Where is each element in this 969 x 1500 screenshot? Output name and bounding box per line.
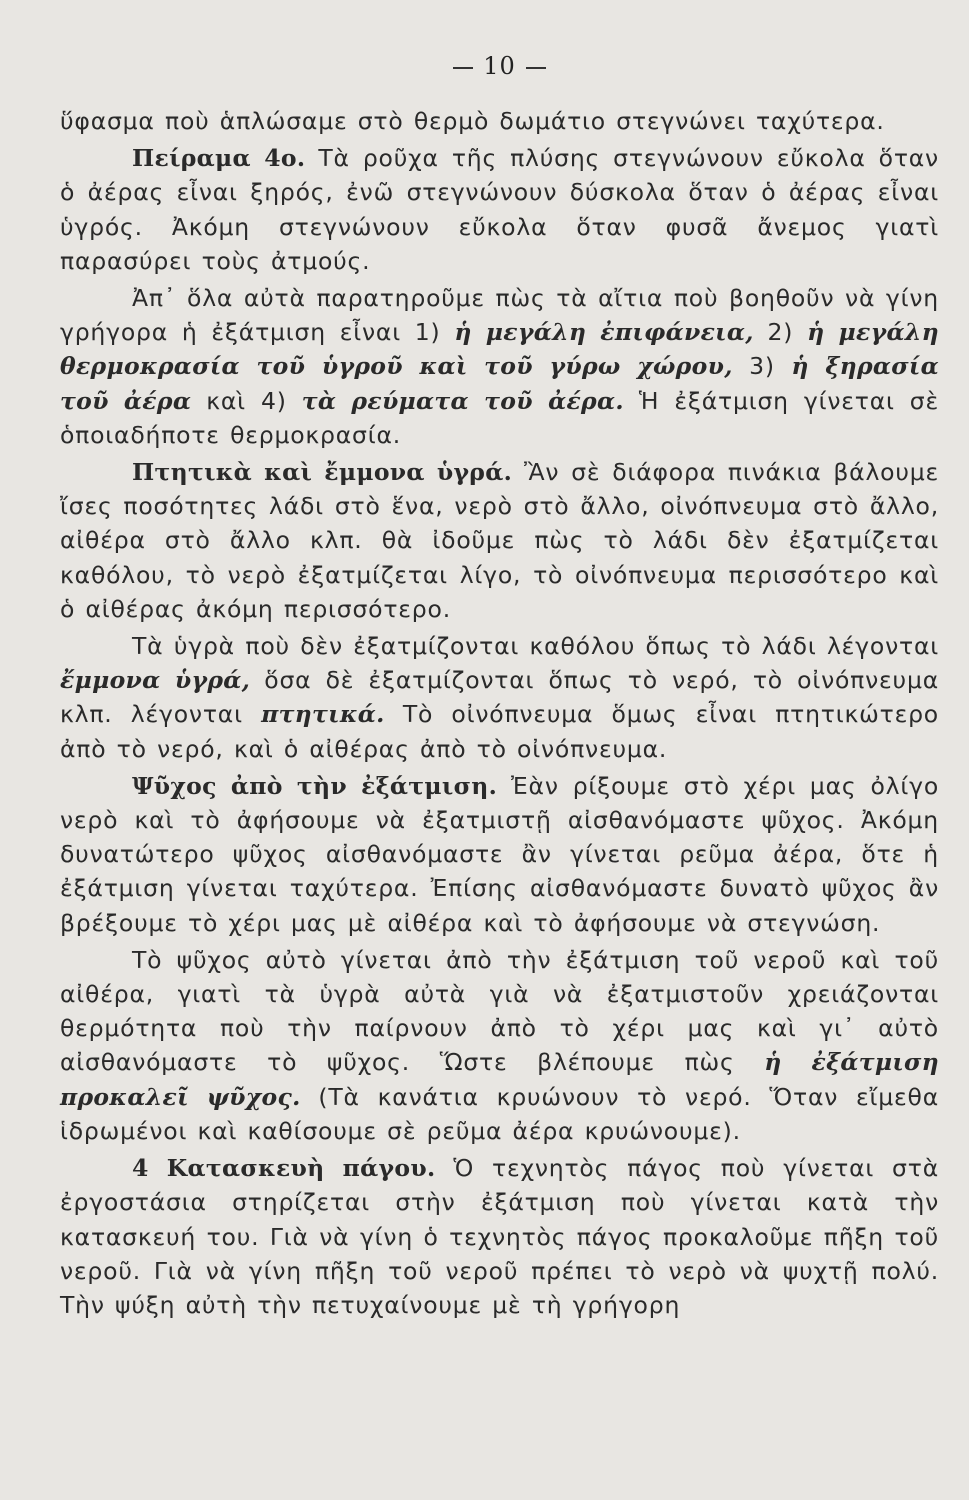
emphasis-text: ἡ ξηρασία τοῦ ἀέρα — [60, 352, 939, 415]
emphasis-text: πτητικά. — [261, 700, 385, 729]
paragraph — [60, 1151, 939, 1322]
paragraph — [60, 281, 939, 452]
paragraph-text: 2) — [753, 318, 808, 347]
section-heading: 4 Κατασκευὴ πάγου. — [132, 1154, 436, 1183]
paragraph — [60, 769, 939, 940]
section-heading: Ψῦχος ἀπὸ τὴν ἐξάτμιση. — [132, 771, 498, 800]
paragraph-text: καὶ 4) — [191, 386, 302, 415]
paragraph-text: Ἐὰν ρίξουμε στὸ χέρι μας ὀλίγο νερὸ καὶ τὸ ἀφήσουμε νὰ ἐξατμιστῇ αἰσθανόμαστε ψῦχος. Ἀκόμη δυνατώτερο ψῦχος αἰσθανόμαστε ἂν γίνεται ρεῦμα ἀέρα, ὅτε ἡ ἐξάτμιση γίνεται ταχύτερα. Ἐπίσης αἰσθανόμαστε δυνατὸ ψῦχος ἂν βρέξουμε τὸ χέρι μας μὲ αἰθέρα καὶ τὸ ἀφήσουμε νὰ στεγνώση. — [60, 771, 939, 937]
paragraph — [60, 455, 939, 626]
emphasis-text: ἔμμονα ὑγρά, — [60, 666, 251, 695]
paragraph-text: ὕφασμα ποὺ ἁπλώσαμε στὸ θερμὸ δωμάτιο στεγνώνει ταχύτερα. — [60, 107, 885, 135]
paragraph-text: Ἡ ἐξάτμιση γίνεται σὲ ὁποιαδήποτε θερμοκρασία. — [60, 386, 939, 449]
emphasis-text: ἡ μεγάλη ἐπιφάνεια, — [454, 318, 754, 347]
paragraph-text: Ὁ τεχνητὸς πάγος ποὺ γίνεται στὰ ἐργοστάσια στηρίζεται στὴν ἐξάτμιση ποὺ γίνεται κατὰ τὴν κατασκευή του. Γιὰ νὰ γίνη ὁ τεχνητὸς πάγος προκαλοῦμε πῆξη τοῦ νεροῦ. Γιὰ νὰ γίνη πῆξη τοῦ νεροῦ πρέπει τὸ νερὸ νὰ ψυχτῇ πολύ. Τὴν ψύξη αὐτὴ τὴν πετυχαίνουμε μὲ τὴ γρήγορη — [60, 1154, 939, 1319]
paragraph-text: Τὸ ψῦχος αὐτὸ γίνεται ἀπὸ τὴν ἐξάτμιση τοῦ νεροῦ καὶ τοῦ αἰθέρα, γιατὶ τὰ ὑγρὰ αὐτὰ γιὰ νὰ ἐξατμιστοῦν χρειάζονται θερμότητα ποὺ τὴν παίρνουν ἀπὸ τὸ χέρι μας καὶ γι᾽ αὐτὸ αἰσθανόμαστε τὸ ψῦχος. Ὥστε βλέπουμε πὼς — [60, 945, 939, 1077]
page-number — [60, 52, 939, 80]
body-text — [60, 104, 939, 1322]
paragraph-text: Ἂν σὲ διάφορα πινάκια βάλουμε ἴσες ποσότητες λάδι στὸ ἕνα, νερὸ στὸ ἄλλο, οἰνόπνευμα στὸ ἄλλο, αἰθέρα στὸ ἄλλο κλπ. θὰ ἰδοῦμε πὼς τὸ λάδι δὲν ἐξατμίζεται καθόλου, τὸ νερὸ ἐξατμίζεται λίγο, τὸ οἰνόπνευμα περισσότερο καὶ ὁ αἰθέρας ἀκόμη περισσότερο. — [60, 458, 939, 623]
paragraph-text: 3) — [732, 352, 792, 381]
paragraph-text: Τὸ οἰνόπνευμα ὅμως εἶναι πτητικώτερο ἀπὸ τὸ νερό, καὶ ὁ αἰθέρας ἀπὸ τὸ οἰνόπνευμα. — [60, 700, 939, 763]
section-heading: Πείραμα 4ο. — [132, 144, 306, 173]
emphasis-text: τὰ ρεύματα τοῦ ἀέρα. — [301, 386, 624, 415]
page-number-text: 10 — [483, 52, 516, 80]
paragraph-text: Τὰ ὑγρὰ ποὺ δὲν ἐξατμίζονται καθόλου ὅπως τὸ λάδι λέγονται — [132, 632, 939, 661]
paragraph — [60, 104, 939, 138]
dash-right — [526, 67, 546, 69]
paragraph — [60, 141, 939, 278]
paragraph — [60, 629, 939, 766]
paragraph-text: Ἀπ᾽ ὅλα αὐτὰ παρατηροῦμε πὼς τὰ αἴτια ποὺ βοηθοῦν νὰ γίνη γρήγορα ἡ ἐξάτμιση εἶναι 1) — [60, 284, 939, 347]
paragraph-text: (Τὰ κανάτια κρυώνουν τὸ νερό. Ὅταν εἴμεθα ἱδρωμένοι καὶ καθίσουμε σὲ ρεῦμα ἀέρα κρυώνουμε). — [60, 1082, 939, 1145]
section-heading: Πτητικὰ καὶ ἔμμονα ὑγρά. — [132, 458, 513, 487]
emphasis-text: ἡ μεγάλη θερμοκρασία τοῦ ὑγροῦ καὶ τοῦ γύρω χώρου, — [60, 318, 939, 381]
dash-left — [453, 67, 473, 69]
paragraph — [60, 943, 939, 1148]
paragraph-text: ὅσα δὲ ἐξατμίζονται ὅπως τὸ νερό, τὸ οἰνόπνευμα κλπ. λέγονται — [60, 666, 939, 729]
paragraph-text: Τὰ ροῦχα τῆς πλύσης στεγνώνουν εὔκολα ὅταν ὁ ἀέρας εἶναι ξηρός, ἐνῶ στεγνώνουν δύσκολα ὅταν ὁ ἀέρας εἶναι ὑγρός. Ἀκόμη στεγνώνουν εὔκολα ὅταν φυσᾶ ἄνεμος γιατὶ παρασύρει τοὺς ἀτμούς. — [60, 144, 939, 275]
emphasis-text: ἡ ἐξάτμιση προκαλεῖ ψῦχος. — [60, 1048, 940, 1111]
